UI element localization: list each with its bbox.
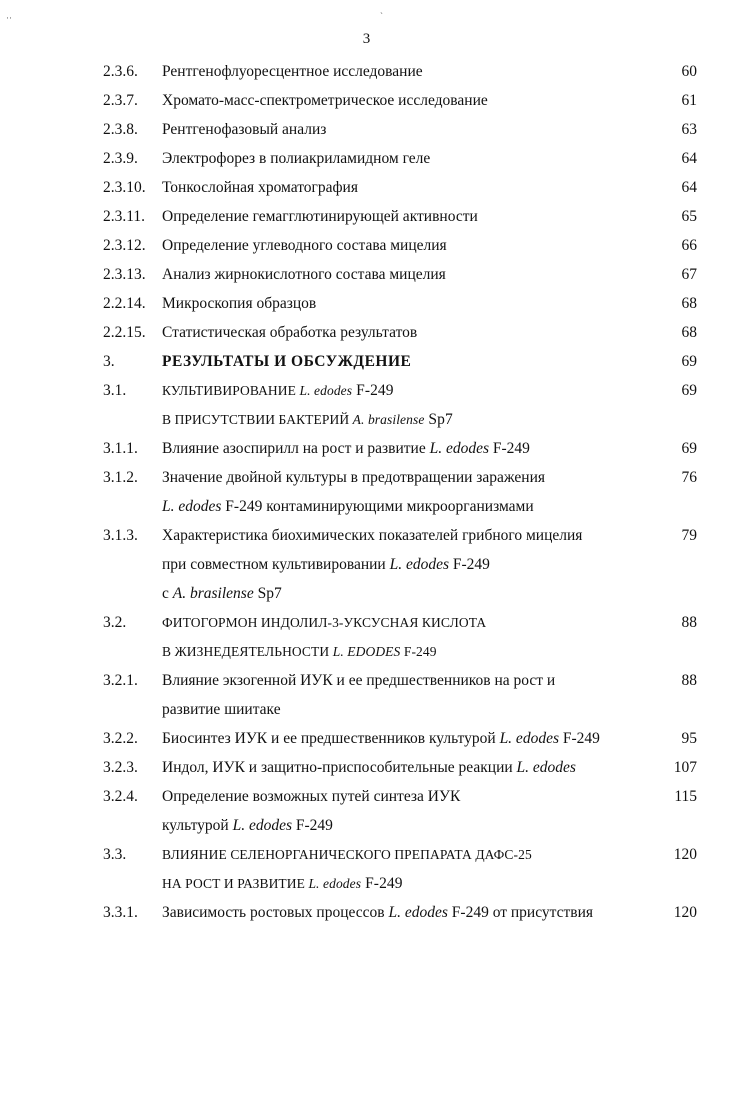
toc-title-segment: В ПРИСУТСТВИИ БАКТЕРИЙ	[162, 412, 353, 427]
toc-entry	[0, 86, 733, 115]
toc-line	[0, 840, 733, 869]
toc-entry-number: 3.1.1.	[103, 440, 138, 457]
toc-entry-number: 2.3.12.	[103, 237, 146, 254]
toc-title-segment: Sp7	[424, 411, 453, 428]
toc-entry	[0, 202, 733, 231]
toc-line	[0, 57, 733, 86]
toc-entry-page: 68	[681, 324, 697, 341]
toc-line	[0, 521, 733, 550]
toc-entry-number: 2.3.11.	[103, 208, 146, 225]
toc-entry-number: 2.2.15.	[103, 324, 146, 341]
toc-entry-title	[162, 550, 490, 579]
toc-entry-number: 2.3.13.	[103, 266, 146, 283]
toc-entry-number: 3.2.4.	[103, 788, 138, 805]
toc-entry	[0, 782, 733, 840]
toc-title-segment: В ЖИЗНЕДЕЯТЕЛЬНОСТИ	[162, 644, 333, 659]
toc-entry	[0, 347, 733, 376]
toc-entry-title	[162, 231, 447, 260]
toc-entry-title	[162, 637, 437, 666]
toc-line	[0, 811, 733, 840]
toc-title-segment: Значение двойной культуры в предотвращении заражения	[162, 469, 546, 486]
toc-entry-number: 3.3.	[103, 846, 127, 863]
toc-title-segment: Индол, ИУК и защитно-приспособительные реакции	[162, 759, 517, 776]
toc-entry-title	[162, 173, 358, 202]
toc-title-segment: Тонкослойная хроматография	[162, 179, 358, 196]
toc-title-segment: L. edodes	[232, 817, 293, 834]
toc-entry-number: 2.3.9.	[103, 150, 138, 167]
toc-line	[0, 753, 733, 782]
toc-title-segment: F-249	[449, 556, 490, 573]
toc-entry-title	[162, 753, 576, 782]
toc-entry-number: 3.3.1.	[103, 904, 138, 921]
toc-entry-number: 3.2.2.	[103, 730, 138, 747]
toc-entry-number: 3.1.	[103, 382, 127, 399]
toc-title-segment: Рентгенофазовый анализ	[162, 121, 327, 138]
toc-title-segment: развитие шиитаке	[162, 701, 281, 718]
toc-line	[0, 695, 733, 724]
toc-line	[0, 376, 733, 405]
toc-title-segment: НА РОСТ И РАЗВИТИЕ	[162, 876, 309, 891]
toc-entry-page: 69	[681, 382, 697, 399]
toc-entry-page: 66	[681, 237, 697, 254]
toc-title-segment: ФИТОГОРМОН ИНДОЛИЛ-3-УКСУСНАЯ КИСЛОТА	[162, 615, 487, 630]
toc-entry	[0, 724, 733, 753]
toc-line	[0, 463, 733, 492]
toc-entry-title	[162, 144, 430, 173]
toc-entry	[0, 608, 733, 666]
toc-entry-page: 61	[681, 92, 697, 109]
toc-entry-title	[162, 579, 282, 608]
toc-entry-page: 107	[673, 759, 697, 776]
toc-entry	[0, 463, 733, 521]
toc-entry	[0, 57, 733, 86]
toc-entry	[0, 173, 733, 202]
toc-title-segment: L. edodes	[308, 876, 362, 891]
toc-line	[0, 434, 733, 463]
toc-title-segment: A. brasilense	[172, 585, 254, 602]
toc-entry-page: 79	[681, 527, 697, 544]
toc-title-segment: Влияние экзогенной ИУК и ее предшественников на рост и	[162, 672, 556, 689]
toc-line	[0, 318, 733, 347]
toc-line	[0, 173, 733, 202]
toc-entry-title	[162, 666, 555, 695]
toc-entry-title	[162, 898, 593, 927]
toc-line	[0, 637, 733, 666]
toc-line	[0, 405, 733, 434]
toc-title-segment: ВЛИЯНИЕ СЕЛЕНОРГАНИЧЕСКОГО ПРЕПАРАТА ДАФС-25	[162, 847, 532, 862]
toc-entry-page: 65	[681, 208, 697, 225]
toc-title-segment: с	[162, 585, 173, 602]
toc-title-segment: Характеристика биохимических показателей грибного мицелия	[162, 527, 583, 544]
toc-entry-page: 120	[673, 846, 697, 863]
toc-entry-title	[162, 811, 333, 840]
toc-entry-number: 3.	[103, 353, 115, 370]
toc-line	[0, 550, 733, 579]
toc-line	[0, 347, 733, 376]
toc-title-segment: A. brasilense	[352, 412, 425, 427]
toc-entry-title	[162, 86, 488, 115]
toc-entry-title	[162, 202, 478, 231]
toc-title-segment: Sp7	[253, 585, 282, 602]
toc-entry-title	[162, 608, 486, 637]
toc-entry-number: 3.1.2.	[103, 469, 138, 486]
toc-title-segment: L. edodes	[429, 440, 489, 457]
scan-speck-top: `	[380, 11, 383, 21]
toc-title-segment: Определение возможных путей синтеза ИУК	[162, 788, 461, 805]
toc-entry-title	[162, 376, 394, 405]
toc-title-segment: Анализ жирнокислотного состава мицелия	[162, 266, 446, 283]
toc-entry-title	[162, 434, 530, 463]
toc-title-segment: Зависимость ростовых процессов	[162, 904, 389, 921]
toc-entry-number: 2.3.6.	[103, 63, 138, 80]
toc-entry	[0, 521, 733, 608]
toc-title-segment: Определение гемагглютинирующей активности	[162, 208, 478, 225]
toc-entry-title	[162, 57, 423, 86]
toc-entry-title	[162, 521, 582, 550]
toc-title-segment: Рентгенофлуоресцентное исследование	[162, 63, 423, 80]
toc-line	[0, 898, 733, 927]
toc-entry-page: 120	[673, 904, 697, 921]
toc-title-segment: F-249	[352, 382, 394, 399]
page-number: 3	[362, 31, 371, 47]
toc-entry-title	[162, 347, 411, 376]
toc-title-segment: Статистическая обработка результатов	[162, 324, 418, 341]
toc-entry	[0, 376, 733, 434]
toc-entry-page: 115	[674, 788, 697, 805]
toc-entry	[0, 231, 733, 260]
toc-entry	[0, 666, 733, 724]
toc-title-segment: F-249	[292, 817, 333, 834]
toc-title-segment: F-249 контаминирующими микроорганизмами	[221, 498, 534, 515]
toc-title-segment: КУЛЬТИВИРОВАНИЕ	[162, 383, 300, 398]
toc-title-segment: культурой	[162, 817, 233, 834]
toc-title-segment: F-249 от присутствия	[447, 904, 594, 921]
toc-entry-title	[162, 840, 532, 869]
toc-line	[0, 608, 733, 637]
toc-line	[0, 115, 733, 144]
toc-entry-title	[162, 869, 403, 898]
toc-entry	[0, 260, 733, 289]
toc-entry-page: 64	[681, 179, 697, 196]
table-of-contents	[0, 57, 733, 927]
toc-entry	[0, 434, 733, 463]
toc-title-segment: Микроскопия образцов	[162, 295, 317, 312]
toc-title-segment: Электрофорез в полиакриламидном геле	[162, 150, 431, 167]
toc-entry	[0, 753, 733, 782]
toc-entry	[0, 840, 733, 898]
toc-line	[0, 492, 733, 521]
toc-entry-page: 69	[681, 440, 697, 457]
toc-entry-title	[162, 405, 453, 434]
toc-entry	[0, 898, 733, 927]
toc-title-segment: F-249	[361, 875, 403, 892]
scan-speck-left: ··	[6, 13, 12, 23]
toc-title-segment: L. edodes	[388, 904, 448, 921]
toc-line	[0, 782, 733, 811]
toc-line	[0, 666, 733, 695]
toc-title-segment: L. edodes	[516, 759, 576, 776]
toc-line	[0, 202, 733, 231]
toc-entry-title	[162, 782, 460, 811]
toc-entry-title	[162, 492, 534, 521]
toc-title-segment: Биосинтез ИУК и ее предшественников культурой	[162, 730, 500, 747]
toc-title-segment: L. edodes	[162, 498, 222, 515]
toc-entry-number: 2.3.8.	[103, 121, 138, 138]
toc-title-segment: F-249	[558, 730, 600, 747]
toc-title-segment: F-249	[400, 644, 437, 659]
toc-entry-title	[162, 260, 446, 289]
toc-entry-page: 95	[681, 730, 697, 747]
toc-line	[0, 869, 733, 898]
toc-line	[0, 260, 733, 289]
toc-entry-title	[162, 318, 417, 347]
toc-line	[0, 579, 733, 608]
toc-line	[0, 289, 733, 318]
toc-title-segment: L. edodes	[389, 556, 450, 573]
toc-entry	[0, 289, 733, 318]
toc-entry-page: 63	[681, 121, 697, 138]
toc-entry	[0, 115, 733, 144]
toc-entry-page: 69	[681, 353, 697, 370]
toc-entry-number: 2.2.14.	[103, 295, 146, 312]
toc-entry-title	[162, 289, 316, 318]
toc-title-segment: Хромато-масс-спектрометрическое исследование	[162, 92, 488, 109]
toc-entry-number: 3.2.	[103, 614, 127, 631]
toc-entry-title	[162, 115, 326, 144]
toc-entry-page: 60	[681, 63, 697, 80]
toc-line	[0, 231, 733, 260]
toc-line	[0, 144, 733, 173]
toc-title-segment: Влияние азоспирилл на рост и развитие	[162, 440, 430, 457]
toc-entry-number: 3.1.3.	[103, 527, 138, 544]
toc-entry-number: 2.3.10.	[103, 179, 146, 196]
toc-line	[0, 86, 733, 115]
toc-entry	[0, 318, 733, 347]
toc-entry-title	[162, 724, 600, 753]
toc-entry-page: 76	[681, 469, 697, 486]
toc-entry-number: 3.2.3.	[103, 759, 138, 776]
toc-entry-title	[162, 695, 281, 724]
toc-entry-page: 88	[681, 614, 697, 631]
toc-entry-number: 2.3.7.	[103, 92, 138, 109]
toc-title-segment: L. edodes	[299, 383, 353, 398]
toc-title-segment: РЕЗУЛЬТАТЫ И ОБСУЖДЕНИЕ	[162, 353, 412, 370]
toc-line	[0, 724, 733, 753]
toc-title-segment: F-249	[489, 440, 530, 457]
toc-title-segment: L. edodes	[499, 730, 559, 747]
toc-entry-number: 3.2.1.	[103, 672, 138, 689]
toc-title-segment: Определение углеводного состава мицелия	[162, 237, 447, 254]
toc-entry-page: 64	[681, 150, 697, 167]
toc-entry-title	[162, 463, 545, 492]
toc-title-segment: L. EDODES	[332, 644, 401, 659]
toc-entry-page: 88	[681, 672, 697, 689]
toc-entry-page: 68	[681, 295, 697, 312]
toc-entry-page: 67	[681, 266, 697, 283]
toc-entry	[0, 144, 733, 173]
toc-title-segment: при совместном культивировании	[162, 556, 390, 573]
